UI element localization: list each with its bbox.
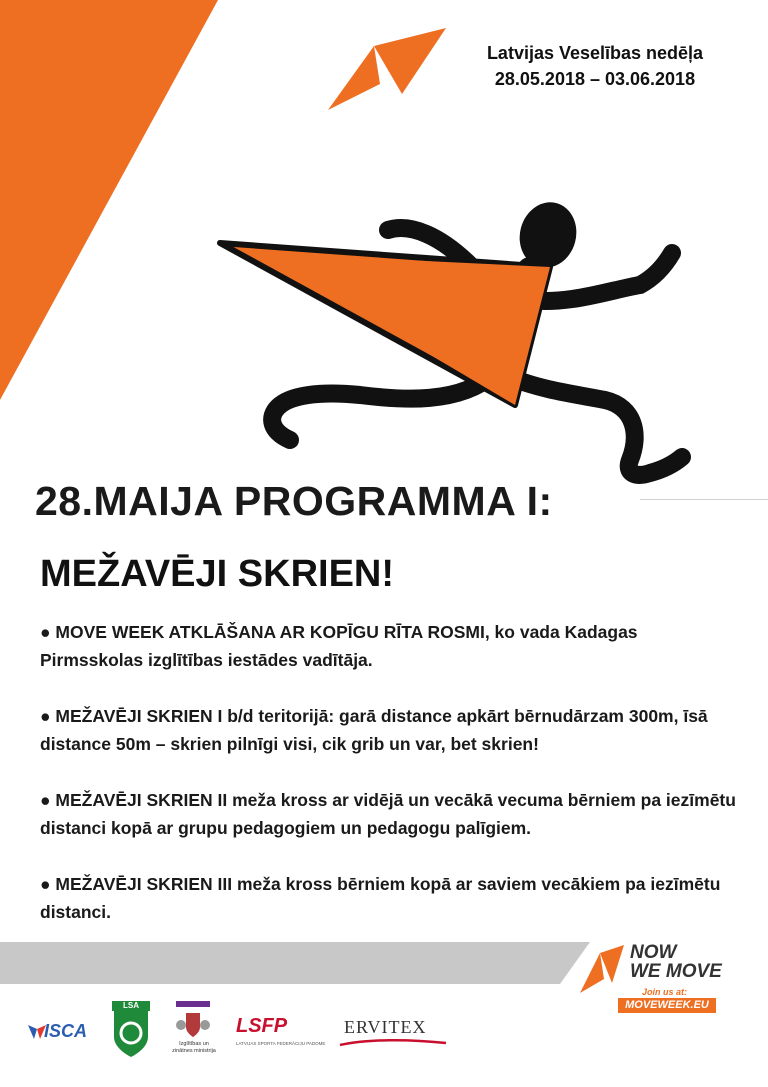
event-name: Latvijas Veselības nedēļa (486, 43, 704, 63)
we-move-text: WE MOVE (630, 961, 722, 982)
lsfp-subtext: LATVIJAS SPORTA FEDERĀCIJU PADOME (236, 1041, 326, 1046)
program-item: ● MEŽAVĒJI SKRIEN I b/d teritorijā: garā distance apkārt bērnudārzam 300m, īsā distance 50m – skrien pilnīgi visi, cik grib un var, bet skrien! (40, 706, 708, 754)
lsfp-text: LSFP (236, 1015, 288, 1037)
runner-illustration (210, 195, 710, 495)
program-item: ● MEŽAVĒJI SKRIEN II meža kross ar vidējā un vecākā vecuma bērniem pa iezīmētu distanci kopā ar grupu pedagogiem un pedagogu palīgiem. (40, 790, 736, 838)
program-subtitle: MEŽAVĒJI SKRIEN! (40, 553, 395, 595)
event-dates: 28.05.2018 – 03.06.2018 (494, 69, 696, 89)
lsa-text: LSA (112, 1001, 150, 1011)
join-us-text: Join us at: (642, 987, 688, 997)
now-we-move-arrow-icon (578, 943, 626, 995)
isca-logo (28, 1017, 103, 1047)
ervitex-logo (338, 1017, 448, 1057)
ministry-stripe (176, 1001, 210, 1007)
ervitex-text: ERVITEX (344, 1017, 427, 1037)
lsa-shield-icon (112, 1011, 150, 1057)
ministry-logo (170, 1001, 230, 1071)
lsfp-logo (236, 1015, 326, 1055)
orange-corner-shape (0, 0, 230, 400)
footer-gray-band (0, 942, 590, 987)
now-text: NOW (630, 942, 677, 963)
move-week-logo-icon (328, 24, 448, 114)
program-title: 28.MAIJA PROGRAMMA I: (35, 478, 553, 524)
moveweek-url[interactable]: MOVEWEEK.EU (618, 998, 716, 1013)
lsa-logo (112, 1001, 150, 1057)
title-divider (640, 499, 768, 500)
ervitex-swoosh-icon (338, 1037, 448, 1051)
program-list (40, 618, 740, 954)
ministry-text: Izglītības un zinātnes ministrija (172, 1041, 216, 1054)
isca-text: ISCA (44, 1021, 88, 1041)
coat-of-arms-icon (176, 1011, 210, 1039)
event-header (445, 40, 745, 92)
program-item: ● MOVE WEEK ATKLĀŠANA AR KOPĪGU RĪTA ROSMI, ko vada Kadagas Pirmsskolas izglītības iestādes vadītāja. (40, 622, 638, 670)
program-item: ● MEŽAVĒJI SKRIEN III meža kross bērniem kopā ar saviem vecākiem pa iezīmētu distanci. (40, 874, 721, 922)
sponsor-logos (0, 995, 768, 1085)
